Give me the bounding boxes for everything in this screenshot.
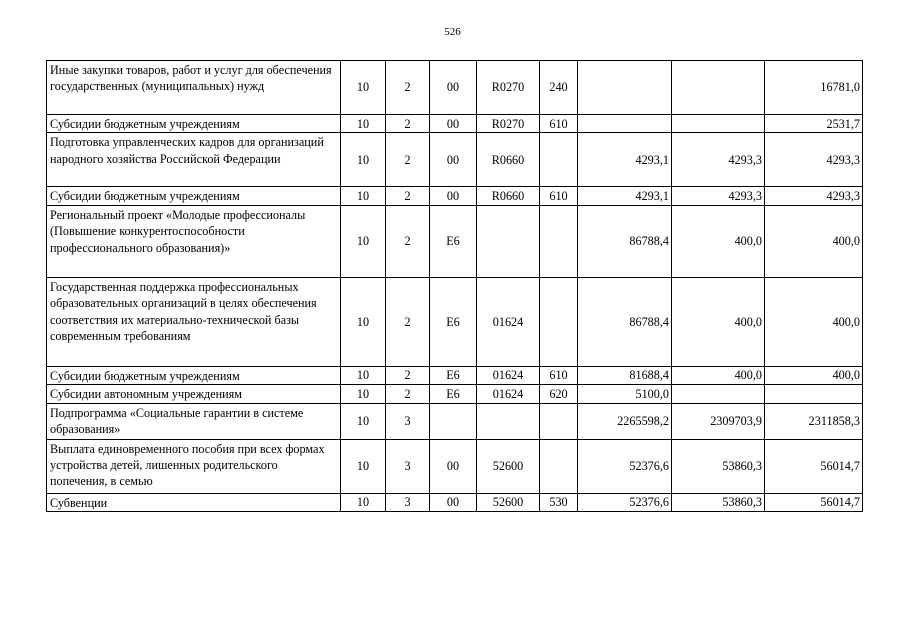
row-direction-code: 01624 xyxy=(477,366,540,384)
row-sum-year-3: 400,0 xyxy=(765,205,863,277)
row-subsection-code: 2 xyxy=(386,133,430,187)
row-expense-type-code xyxy=(540,439,578,493)
row-sum-year-2: 400,0 xyxy=(672,277,765,366)
row-sum-year-1: 4293,1 xyxy=(578,133,672,187)
row-sum-year-2: 400,0 xyxy=(672,366,765,384)
row-section-code: 10 xyxy=(341,115,386,133)
row-subsection-code: 3 xyxy=(386,403,430,439)
row-sum-year-3: 4293,3 xyxy=(765,187,863,205)
row-section-code: 10 xyxy=(341,385,386,403)
row-section-code: 10 xyxy=(341,493,386,511)
row-sum-year-1: 4293,1 xyxy=(578,187,672,205)
row-name: Выплата единовременного пособия при всех формах устройства детей, лишенных родительского попечения, в семью xyxy=(47,439,341,493)
table-row xyxy=(47,187,863,205)
table-row xyxy=(47,403,863,439)
row-name: Субсидии бюджетным учреждениям xyxy=(47,115,341,133)
row-program-code: E6 xyxy=(430,385,477,403)
table-row xyxy=(47,205,863,277)
row-sum-year-3: 16781,0 xyxy=(765,61,863,115)
row-program-code: 00 xyxy=(430,187,477,205)
row-section-code: 10 xyxy=(341,133,386,187)
table-row xyxy=(47,277,863,366)
row-sum-year-3: 2311858,3 xyxy=(765,403,863,439)
row-program-code: E6 xyxy=(430,205,477,277)
row-sum-year-2: 53860,3 xyxy=(672,439,765,493)
row-sum-year-3 xyxy=(765,385,863,403)
table-row xyxy=(47,366,863,384)
row-subsection-code: 3 xyxy=(386,439,430,493)
row-sum-year-3: 56014,7 xyxy=(765,439,863,493)
row-section-code: 10 xyxy=(341,277,386,366)
row-sum-year-3: 2531,7 xyxy=(765,115,863,133)
row-direction-code xyxy=(477,403,540,439)
row-direction-code: 01624 xyxy=(477,277,540,366)
row-sum-year-2: 53860,3 xyxy=(672,493,765,511)
row-name: Подготовка управленческих кадров для организаций народного хозяйства Российской Федерации xyxy=(47,133,341,187)
row-sum-year-2: 4293,3 xyxy=(672,187,765,205)
row-program-code: 00 xyxy=(430,493,477,511)
row-name: Субвенции xyxy=(47,493,341,511)
row-program-code: 00 xyxy=(430,61,477,115)
row-section-code: 10 xyxy=(341,403,386,439)
table-row xyxy=(47,133,863,187)
budget-table xyxy=(46,60,863,512)
row-section-code: 10 xyxy=(341,187,386,205)
row-subsection-code: 2 xyxy=(386,366,430,384)
row-direction-code: R0270 xyxy=(477,115,540,133)
row-sum-year-2 xyxy=(672,385,765,403)
row-sum-year-3: 400,0 xyxy=(765,366,863,384)
table-row xyxy=(47,61,863,115)
row-name: Иные закупки товаров, работ и услуг для обеспечения государственных (муниципальных) нужд xyxy=(47,61,341,115)
row-sum-year-1: 86788,4 xyxy=(578,205,672,277)
row-sum-year-2: 400,0 xyxy=(672,205,765,277)
row-expense-type-code: 530 xyxy=(540,493,578,511)
row-program-code: 00 xyxy=(430,133,477,187)
row-program-code xyxy=(430,403,477,439)
row-sum-year-3: 56014,7 xyxy=(765,493,863,511)
row-sum-year-3: 400,0 xyxy=(765,277,863,366)
row-direction-code: 01624 xyxy=(477,385,540,403)
row-subsection-code: 2 xyxy=(386,187,430,205)
row-subsection-code: 2 xyxy=(386,115,430,133)
row-name: Субсидии бюджетным учреждениям xyxy=(47,187,341,205)
row-sum-year-1 xyxy=(578,61,672,115)
row-sum-year-2: 4293,3 xyxy=(672,133,765,187)
row-sum-year-1: 86788,4 xyxy=(578,277,672,366)
row-direction-code: R0660 xyxy=(477,133,540,187)
row-sum-year-3: 4293,3 xyxy=(765,133,863,187)
table-body xyxy=(47,61,863,512)
row-section-code: 10 xyxy=(341,61,386,115)
row-expense-type-code xyxy=(540,133,578,187)
row-sum-year-1: 2265598,2 xyxy=(578,403,672,439)
page-number: 526 xyxy=(444,26,461,38)
row-direction-code: 52600 xyxy=(477,493,540,511)
row-subsection-code: 2 xyxy=(386,277,430,366)
row-sum-year-2: 2309703,9 xyxy=(672,403,765,439)
row-expense-type-code: 610 xyxy=(540,366,578,384)
row-sum-year-1: 5100,0 xyxy=(578,385,672,403)
row-sum-year-1: 52376,6 xyxy=(578,439,672,493)
row-sum-year-1: 52376,6 xyxy=(578,493,672,511)
row-program-code: E6 xyxy=(430,366,477,384)
row-direction-code: 52600 xyxy=(477,439,540,493)
row-direction-code: R0270 xyxy=(477,61,540,115)
row-sum-year-1: 81688,4 xyxy=(578,366,672,384)
table-row xyxy=(47,493,863,511)
row-expense-type-code: 610 xyxy=(540,187,578,205)
row-section-code: 10 xyxy=(341,439,386,493)
row-subsection-code: 2 xyxy=(386,61,430,115)
row-expense-type-code: 610 xyxy=(540,115,578,133)
row-section-code: 10 xyxy=(341,366,386,384)
row-direction-code xyxy=(477,205,540,277)
table-row xyxy=(47,385,863,403)
row-expense-type-code: 240 xyxy=(540,61,578,115)
row-program-code: 00 xyxy=(430,439,477,493)
row-direction-code: R0660 xyxy=(477,187,540,205)
row-subsection-code: 2 xyxy=(386,205,430,277)
row-expense-type-code xyxy=(540,277,578,366)
table-row xyxy=(47,115,863,133)
row-expense-type-code: 620 xyxy=(540,385,578,403)
row-subsection-code: 2 xyxy=(386,385,430,403)
table-row xyxy=(47,439,863,493)
row-sum-year-2 xyxy=(672,61,765,115)
row-name: Субсидии бюджетным учреждениям xyxy=(47,366,341,384)
row-expense-type-code xyxy=(540,205,578,277)
row-name: Государственная поддержка профессиональных образовательных организаций в целях обеспечения соответствия их материально-технической базы современным требованиям xyxy=(47,277,341,366)
row-sum-year-1 xyxy=(578,115,672,133)
row-sum-year-2 xyxy=(672,115,765,133)
row-name: Региональный проект «Молодые профессионалы (Повышение конкурентоспособности профессионального образования)» xyxy=(47,205,341,277)
row-program-code: E6 xyxy=(430,277,477,366)
row-name: Подпрограмма «Социальные гарантии в системе образования» xyxy=(47,403,341,439)
row-section-code: 10 xyxy=(341,205,386,277)
row-name: Субсидии автономным учреждениям xyxy=(47,385,341,403)
row-program-code: 00 xyxy=(430,115,477,133)
row-expense-type-code xyxy=(540,403,578,439)
row-subsection-code: 3 xyxy=(386,493,430,511)
